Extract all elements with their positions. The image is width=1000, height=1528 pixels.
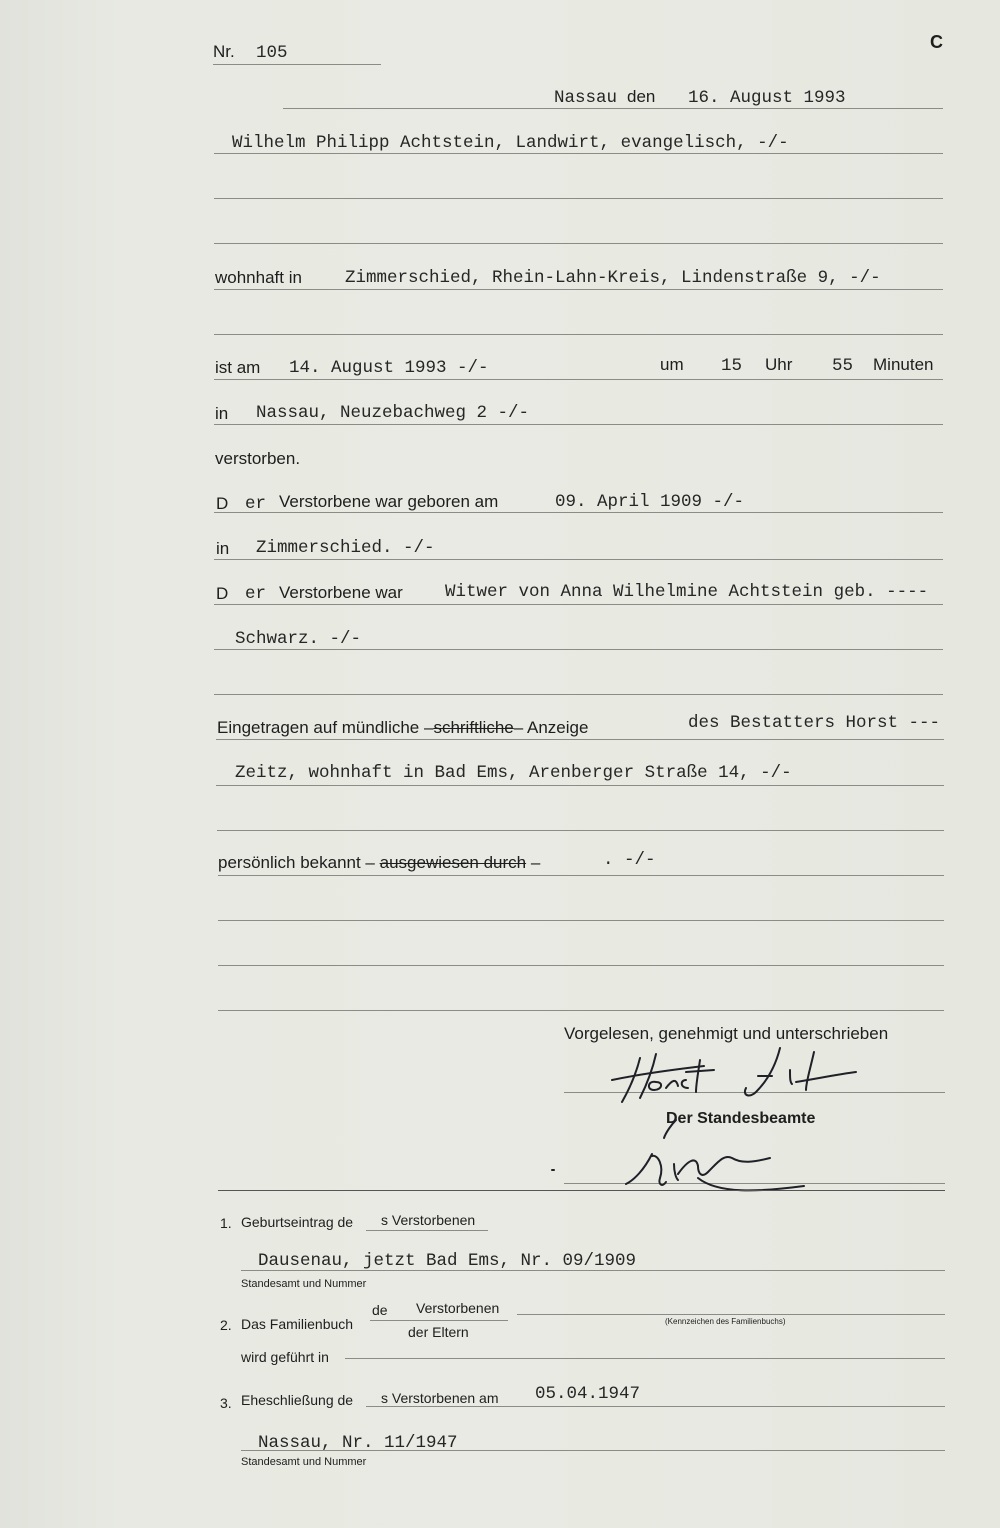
birth-place-underline (214, 559, 943, 560)
death-hour: 15 (721, 356, 743, 376)
birth-er-label: er (245, 494, 267, 514)
section-2-option-2: der Eltern (408, 1324, 469, 1340)
verstorben-label: verstorben. (215, 449, 301, 468)
section-1-label-a: Geburtseintrag de (241, 1214, 354, 1230)
blank-line-5 (217, 830, 944, 831)
death-date-underline (214, 379, 943, 380)
section-2-number: 2. (220, 1317, 232, 1333)
section-3-number: 3. (220, 1395, 232, 1411)
blank-line-7 (218, 965, 944, 966)
registrar-signature (548, 1108, 818, 1198)
section-1-label-underline (366, 1230, 488, 1231)
birth-d-label: D (216, 494, 229, 513)
marriage-date-value: 05.04.1947 (535, 1384, 641, 1404)
person-underline (214, 153, 943, 154)
um-label: um (660, 355, 684, 374)
death-place-value: Nassau, Neuzebachweg 2 -/- (256, 403, 530, 423)
family-book-caption: (Kennzeichen des Familienbuchs) (665, 1317, 786, 1326)
section-2-option-1: Verstorbenen (416, 1300, 500, 1316)
section-2-label: Das Familienbuch (241, 1316, 354, 1332)
marriage-date-underline (366, 1406, 945, 1407)
death-date-value: 14. August 1993 -/- (289, 358, 489, 378)
den-label: den (627, 87, 656, 106)
entry-informant-line-1: des Bestatters Horst --- (688, 713, 941, 733)
deceased-name-line: Wilhelm Philipp Achtstein, Landwirt, evangelisch, -/- (232, 133, 789, 153)
section-2-de-label: de (372, 1302, 388, 1318)
birth-date-underline (214, 512, 943, 513)
section-1-number: 1. (220, 1215, 232, 1231)
date-underline (283, 108, 943, 109)
marital-line-2: Schwarz. -/- (235, 629, 362, 649)
marriage-registry-value: Nassau, Nr. 11/1947 (258, 1433, 458, 1453)
identity-label-start: persönlich bekannt – (218, 853, 375, 872)
identity-value: . -/- (603, 850, 656, 870)
marital-underline-1 (214, 604, 943, 605)
place-value: Nassau (554, 88, 618, 108)
birth-registry-caption: Standesamt und Nummer (241, 1278, 367, 1290)
birth-registry-value: Dausenau, jetzt Bad Ems, Nr. 09/1909 (258, 1251, 637, 1271)
nr-label: Nr. (213, 42, 235, 61)
death-date-label: ist am (215, 358, 261, 377)
corner-letter: C (930, 32, 943, 52)
minuten-label: Minuten (873, 355, 934, 374)
section-separator (218, 1190, 945, 1191)
nr-value: 105 (256, 43, 288, 63)
birth-place-value: Zimmerschied. -/- (256, 538, 435, 558)
blank-line-2 (214, 243, 943, 244)
section-3-label-b: s Verstorbenen am (381, 1390, 499, 1406)
blank-line-1 (214, 198, 943, 199)
nr-underline (213, 64, 381, 65)
blank-line-6 (218, 920, 944, 921)
entry-informant-line-2: Zeitz, wohnhaft in Bad Ems, Arenberger Straße 14, -/- (235, 763, 792, 783)
marital-line-1: Witwer von Anna Wilhelmine Achtstein geb. ---- (445, 582, 929, 602)
marital-text-label: Verstorbene war (279, 583, 403, 602)
birth-date-value: 09. April 1909 -/- (555, 492, 745, 512)
entry-underline-2 (216, 785, 944, 786)
marriage-registry-caption: Standesamt und Nummer (241, 1456, 367, 1468)
residence-label: wohnhaft in (215, 268, 302, 287)
birth-registry-underline (241, 1270, 945, 1271)
registrar-label: Der Standesbeamte (666, 1110, 816, 1127)
section-2-fraction-line (370, 1320, 508, 1321)
birth-text-label: Verstorbene war geboren am (279, 492, 499, 511)
death-place-underline (214, 424, 943, 425)
entry-label (217, 718, 588, 738)
identity-underline (218, 875, 944, 876)
birth-place-label: in (216, 539, 230, 558)
blank-line-4 (214, 694, 943, 695)
document-date: 16. August 1993 (688, 88, 846, 108)
identity-label (218, 853, 540, 873)
section-1-label-b: s Verstorbenen (381, 1212, 476, 1228)
marriage-registry-underline (241, 1450, 945, 1451)
death-minutes: 55 (832, 356, 854, 376)
marital-er-label: er (245, 584, 267, 604)
blank-line-8 (218, 1010, 944, 1011)
informant-signature (600, 1040, 870, 1110)
residence-underline (214, 289, 943, 290)
identity-label-struck: ausgewiesen durch (379, 853, 527, 872)
entry-label-start: Eingetragen auf mündliche – (217, 718, 434, 737)
blank-line-3 (214, 334, 943, 335)
death-place-label: in (215, 404, 229, 423)
uhr-label: Uhr (765, 355, 793, 374)
entry-underline-1 (216, 739, 944, 740)
marital-underline-2 (214, 649, 943, 650)
family-book-id-line (517, 1314, 945, 1315)
identity-label-end: – (530, 853, 541, 872)
read-approved-label: Vorgelesen, genehmigt und unterschrieben (564, 1024, 889, 1043)
section-2-wird-label: wird geführt in (241, 1349, 329, 1365)
section-3-label-a: Eheschließung de (241, 1392, 354, 1408)
marital-d-label: D (216, 584, 229, 603)
entry-label-end: – Anzeige (513, 718, 589, 737)
entry-label-struck: schriftliche (433, 718, 514, 737)
family-book-place-line (345, 1358, 945, 1359)
residence-value: Zimmerschied, Rhein-Lahn-Kreis, Lindenstraße 9, -/- (345, 268, 881, 288)
